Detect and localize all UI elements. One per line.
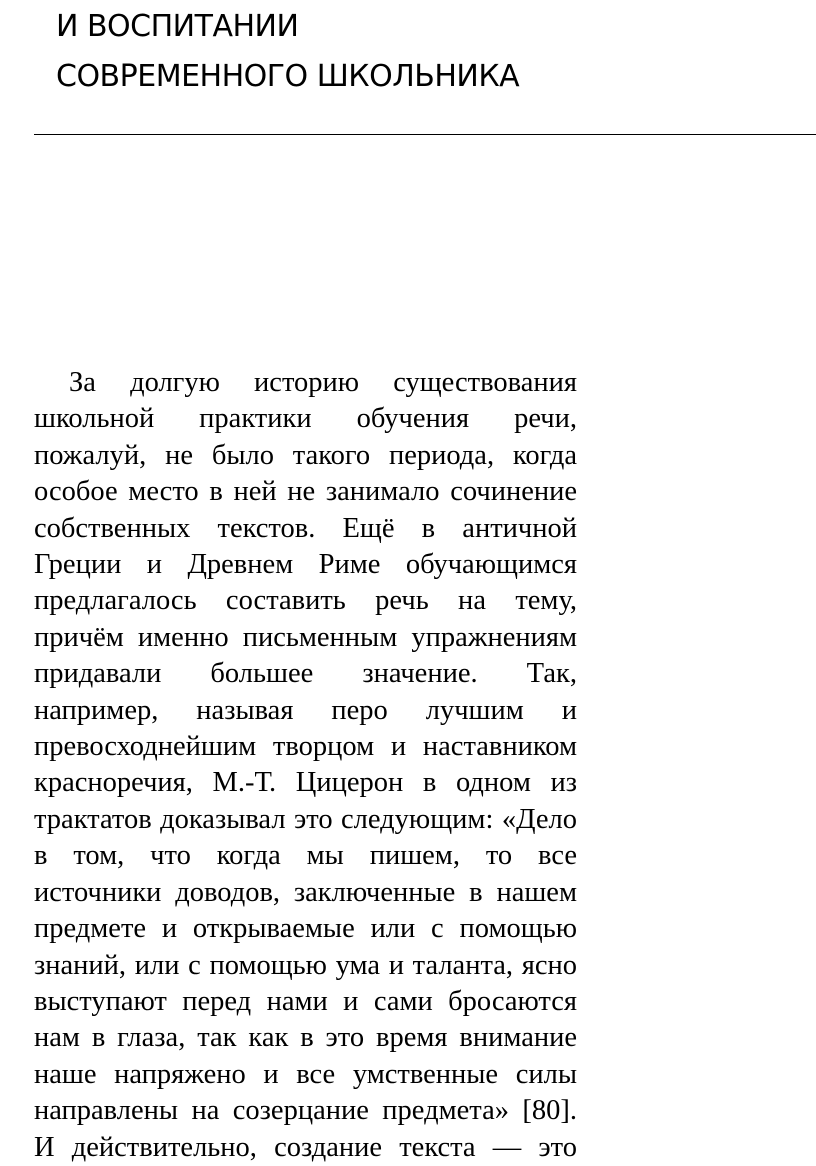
- text-line: в том, что когда мы пишем, то все: [34, 840, 577, 872]
- body-paragraph: [34, 365, 577, 1166]
- text-line: собственных текстов. Ещё в античной: [34, 512, 577, 544]
- text-line: предлагалось составить речь на тему,: [34, 585, 577, 617]
- text-line: И действительно, создание текста — это: [34, 1131, 577, 1163]
- text-line: пожалуй, не было такого периода, когда: [34, 439, 577, 471]
- section-title: [56, 2, 796, 102]
- section-title-line-1: И ВОСПИТАНИИ: [56, 9, 299, 44]
- text-line: например, называя перо лучшим и: [34, 694, 577, 726]
- horizontal-divider: [34, 134, 816, 135]
- text-line: предмете и открываемые или с помощью: [34, 913, 577, 945]
- text-line: красноречия, М.-Т. Цицерон в одном из: [34, 767, 577, 799]
- text-line: За долгую историю существования: [69, 367, 577, 398]
- text-line: школьной практики обучения речи,: [34, 403, 577, 435]
- section-title-line-2: СОВРЕМЕННОГО ШКОЛЬНИКА: [56, 59, 520, 94]
- text-line: нам в глаза, так как в это время внимание: [34, 1022, 577, 1054]
- text-line: наше напряжено и все умственные силы: [34, 1058, 577, 1090]
- text-line: причём именно письменным упражнениям: [34, 621, 577, 653]
- text-line: источники доводов, заключенные в нашем: [34, 876, 577, 908]
- text-line: трактатов доказывал это следующим: «Дело: [34, 803, 577, 835]
- text-line: Греции и Древнем Риме обучающимся: [34, 549, 577, 581]
- text-line: направлены на созерцание предмета» [80].: [34, 1095, 577, 1127]
- text-line: превосходнейшим творцом и наставником: [34, 731, 577, 763]
- text-line: особое место в ней не занимало сочинение: [34, 476, 577, 508]
- text-line: выступают перед нами и сами бросаются: [34, 985, 577, 1017]
- text-line: знаний, или с помощью ума и таланта, ясно: [34, 949, 577, 981]
- text-line: придавали большее значение. Так,: [34, 658, 577, 690]
